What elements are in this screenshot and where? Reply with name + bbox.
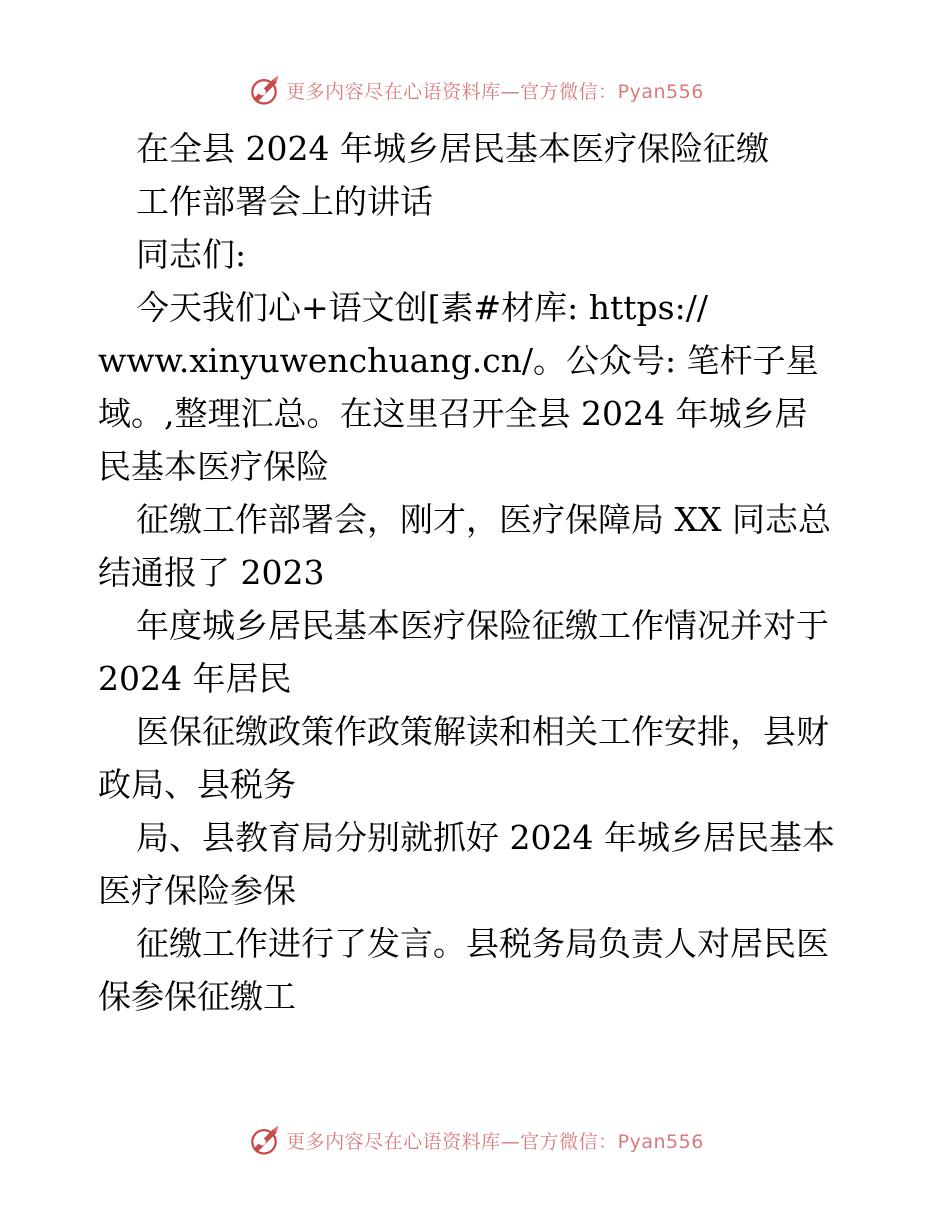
text-line: 民基本医疗保险 <box>98 447 329 486</box>
text-line: 征缴工作部署会，刚才，医疗保障局 XX 同志总 <box>136 500 831 539</box>
watermark-text: 更多内容尽在心语资料库—官方微信：Pyan556 <box>286 1130 704 1153</box>
text-line: www.xinyuwenchuang.cn/。公众号: 笔杆子星 <box>98 341 819 380</box>
text-line: 2024 年居民 <box>98 659 292 698</box>
text-line: 域。,整理汇总。在这里召开全县 2024 年城乡居 <box>98 394 808 433</box>
text-line: 征缴工作进行了发言。县税务局负责人对居民医 <box>136 924 829 963</box>
text-line: 保参保征缴工 <box>98 977 296 1016</box>
quill-logo-icon <box>246 1122 282 1158</box>
text-line: 医保征缴政策作政策解读和相关工作安排，县财 <box>136 712 829 751</box>
text-line: 局、县教育局分别就抓好 2024 年城乡居民基本 <box>136 818 835 857</box>
text-line: 同志们: <box>136 235 247 274</box>
text-line: 工作部署会上的讲话 <box>136 182 433 221</box>
text-line: 年度城乡居民基本医疗保险征缴工作情况并对于 <box>136 606 829 645</box>
text-line: 结通报了 2023 <box>98 553 325 592</box>
document-body <box>98 122 858 1023</box>
footer-watermark-banner <box>0 1120 950 1160</box>
header-watermark-banner <box>0 70 950 110</box>
text-line: 医疗保险参保 <box>98 871 296 910</box>
watermark-text: 更多内容尽在心语资料库—官方微信：Pyan556 <box>286 80 704 103</box>
quill-logo-icon <box>246 72 282 108</box>
text-line: 政局、县税务 <box>98 765 296 804</box>
text-line: 今天我们心+语文创[素#材库: https:// <box>136 288 708 327</box>
text-line: 在全县 2024 年城乡居民基本医疗保险征缴 <box>136 129 769 168</box>
